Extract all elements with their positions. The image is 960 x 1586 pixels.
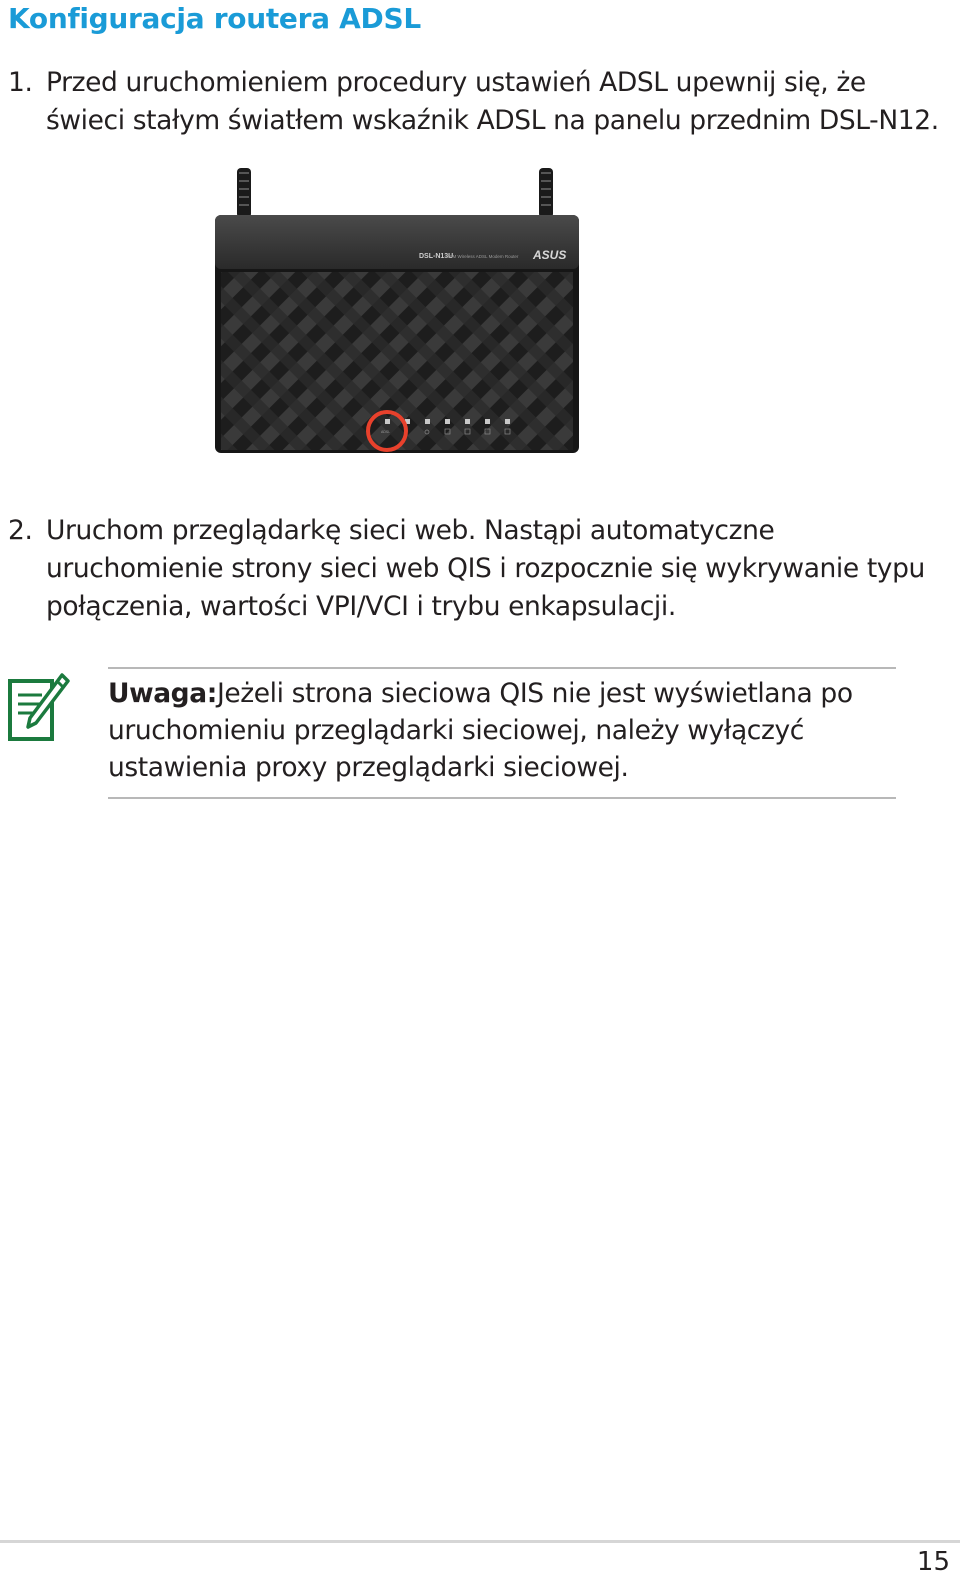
led-adsl	[385, 419, 390, 424]
note-box	[108, 675, 898, 786]
led-lan4	[505, 419, 510, 424]
led-adsl-label: ADSL	[381, 430, 391, 434]
antenna-right	[539, 168, 553, 218]
step-text: Uruchom przeglądarkę sieci web. Nastąpi automatyczne uruchomienie strony sieci web QIS i rozpocznie się wykrywanie typu połączenia, wartości VPI/VCI i trybu enkapsulacji.	[46, 515, 925, 622]
router-top-band	[215, 215, 579, 269]
antenna-left	[237, 168, 251, 218]
note-label: Uwaga:	[108, 678, 217, 709]
note-divider-bottom	[108, 797, 896, 799]
asus-logo: ASUS	[533, 248, 567, 262]
step-number: 1.	[8, 67, 33, 98]
led-lan2	[465, 419, 470, 424]
note-divider-top	[108, 667, 896, 669]
note-text: Jeżeli strona sieciowa QIS nie jest wyświetlana po uruchomieniu przeglądarki sieciowej, należy wyłączyć ustawienia proxy przeglądarki sieciowej.	[108, 678, 853, 783]
page-number: 15	[916, 1547, 950, 1577]
footer-divider	[0, 1540, 960, 1543]
note-pencil-icon	[6, 673, 70, 745]
page-title: Konfiguracja routera ADSL	[8, 2, 421, 35]
step-2	[8, 512, 948, 626]
router-weave-pattern	[221, 272, 573, 450]
router-description-label: 300M Wireless ADSL Modem Router	[445, 254, 519, 259]
led-lan1	[445, 419, 450, 424]
led-wlan	[425, 419, 430, 424]
step-text: Przed uruchomieniem procedury ustawień ADSL upewnij się, że świeci stałym światłem wskaźnik ADSL na panelu przednim DSL-N12.	[46, 67, 939, 136]
step-1	[8, 64, 948, 140]
router-illustration	[205, 160, 585, 460]
step-number: 2.	[8, 515, 33, 546]
led-lan3	[485, 419, 490, 424]
router-model-label: DSL-N13U	[419, 253, 454, 260]
